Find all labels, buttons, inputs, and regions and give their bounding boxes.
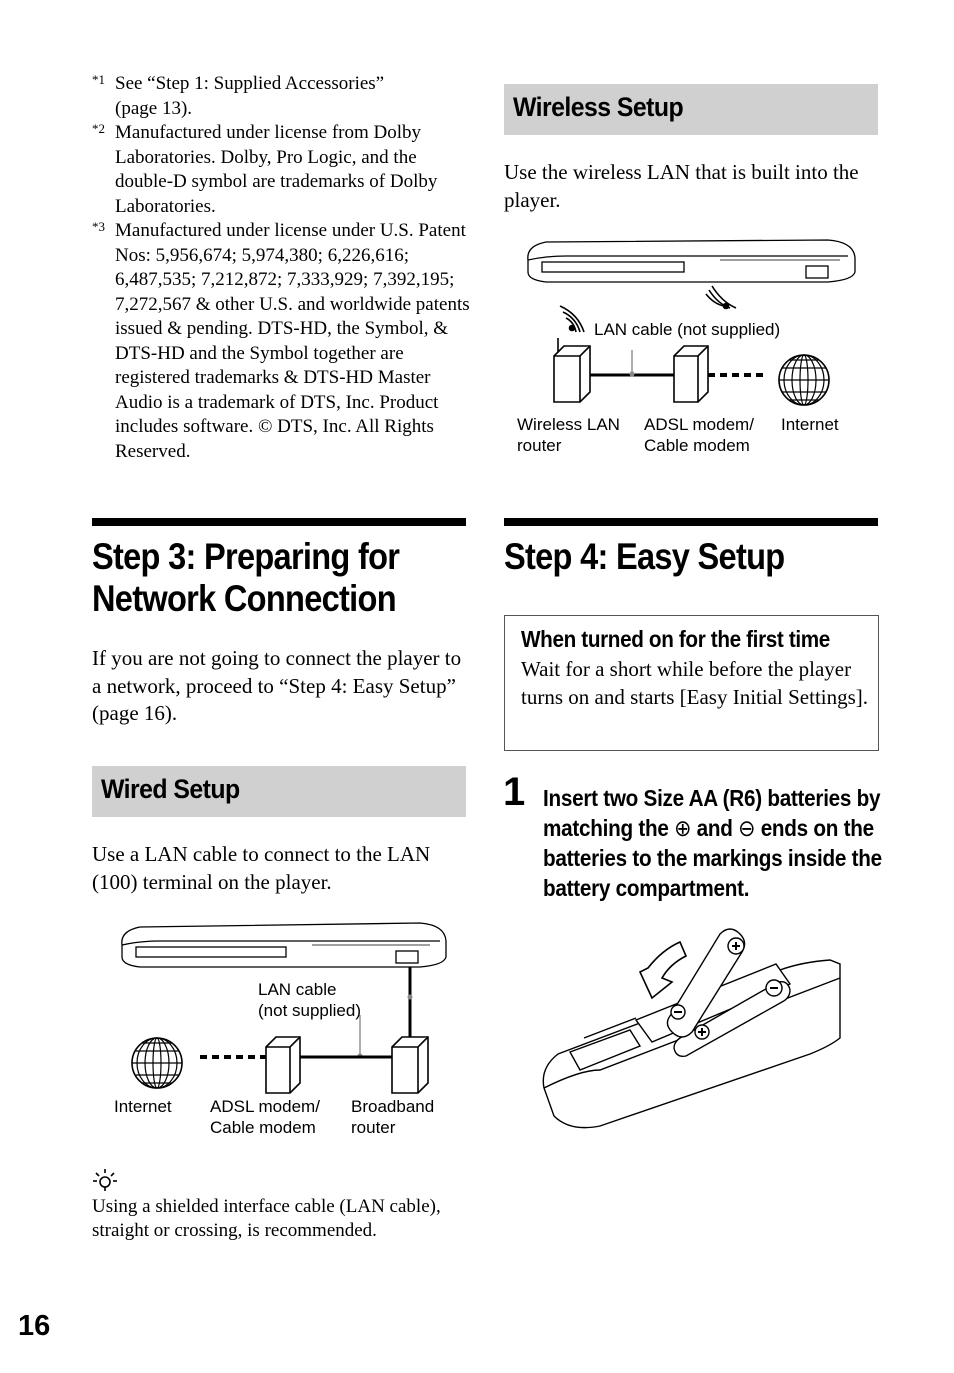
footnote-mark: *2: [92, 121, 105, 136]
wired-router-label-line2: router: [351, 1118, 396, 1137]
wireless-setup-header: [504, 84, 878, 135]
step3-heading-line2: Network Connection: [92, 578, 396, 619]
battery-insertion-illustration: [540, 920, 850, 1130]
wired-setup-title: Wired Setup: [101, 774, 240, 804]
first-time-note: [504, 615, 879, 751]
wireless-router-label-line2: router: [517, 436, 562, 455]
step3-heading: [92, 536, 399, 620]
wired-setup-header: [92, 766, 466, 817]
router-icon: [554, 338, 590, 402]
footnote-text: Manufactured under license from Dolby Laboratories. Dolby, Pro Logic, and the double-D symbol are trademarks of Dolby Laboratories.: [115, 122, 438, 217]
wired-internet-label: Internet: [114, 1097, 172, 1116]
step3-intro: If you are not going to connect the player to a network, proceed to “Step 4: Easy Setup” (page 16).: [92, 646, 462, 725]
globe-icon: [132, 1038, 182, 1088]
modem-icon: [674, 346, 708, 402]
footnote-text: Manufactured under license under U.S. Patent Nos: 5,956,674; 5,974,380; 6,226,616; 6,487,535; 7,212,872; 7,333,929; 7,392,195; 7,272,567 & other U.S. and worldwide patents issued & pending. DTS-HD, the Symbol, & DTS-HD and the Symbol together are registered trademarks & DTS-HD Master Audio is a trademark of DTS, Inc. Product includes software. © DTS, Inc. All Rights Reserved.: [115, 220, 470, 462]
wireless-setup-text: Use the wireless LAN that is built into the player.: [504, 160, 859, 212]
section-rule: [92, 518, 466, 526]
wired-modem-label: [210, 1096, 320, 1138]
wireless-modem-label-line2: Cable modem: [644, 436, 750, 455]
wired-cable-label-line2: (not supplied): [258, 1001, 362, 1020]
footnote-mark: *1: [92, 72, 105, 87]
step-text-part: Insert two Size AA (R6) batteries by matching the: [543, 785, 881, 841]
wireless-signal-icon: [706, 286, 736, 309]
step-text-part: and: [696, 815, 733, 841]
section-rule: [504, 518, 878, 526]
lightbulb-icon: [92, 1168, 118, 1192]
footnote-mark: *3: [92, 219, 105, 234]
wireless-router-label: [517, 414, 620, 456]
step-text-part: ends on the batteries to the markings inside the battery compartment.: [543, 815, 882, 901]
note-title: When turned on for the first time: [521, 626, 830, 652]
wireless-router-label-line1: Wireless LAN: [517, 415, 620, 434]
wired-cable-label-line1: LAN cable: [258, 980, 337, 999]
footnote-3: [92, 219, 472, 464]
wireless-signal-icon: [560, 306, 584, 332]
wireless-modem-label: [644, 414, 754, 456]
wired-router-label: [351, 1096, 434, 1138]
modem-icon: [266, 1037, 300, 1093]
globe-icon: [779, 355, 829, 405]
step4-heading: Step 4: Easy Setup: [504, 536, 785, 577]
wireless-cable-label: LAN cable (not supplied): [594, 320, 781, 339]
footnote-1: [92, 72, 472, 121]
note-body: Wait for a short while before the player turns on and starts [Easy Initial Settings].: [521, 657, 869, 709]
step-instruction: [543, 783, 885, 903]
minus-icon: ⊖: [738, 815, 756, 841]
router-icon: [392, 1037, 428, 1093]
player-illustration: [528, 240, 855, 282]
wired-cable-label: [258, 979, 361, 1021]
wireless-internet-label: Internet: [781, 415, 839, 434]
wireless-setup-title: Wireless Setup: [513, 92, 684, 122]
plus-icon: ⊕: [674, 815, 692, 841]
footnote-2: [92, 121, 472, 219]
wired-router-label-line1: Broadband: [351, 1097, 435, 1116]
wired-setup-text: Use a LAN cable to connect to the LAN (100) terminal on the player.: [92, 842, 431, 894]
wired-modem-label-line2: Cable modem: [210, 1118, 316, 1137]
wired-modem-label-line1: ADSL modem/: [210, 1097, 320, 1116]
footnote-text: See “Step 1: Supplied Accessories” (page 13).: [115, 73, 385, 119]
tip-text: Using a shielded interface cable (LAN cable), straight or crossing, is recommended.: [92, 1196, 441, 1241]
step-number: 1: [503, 770, 526, 814]
wireless-modem-label-line1: ADSL modem/: [644, 415, 754, 434]
step3-heading-line1: Step 3: Preparing for: [92, 536, 400, 577]
page-number: 16: [18, 1310, 51, 1342]
player-illustration: [122, 923, 446, 967]
